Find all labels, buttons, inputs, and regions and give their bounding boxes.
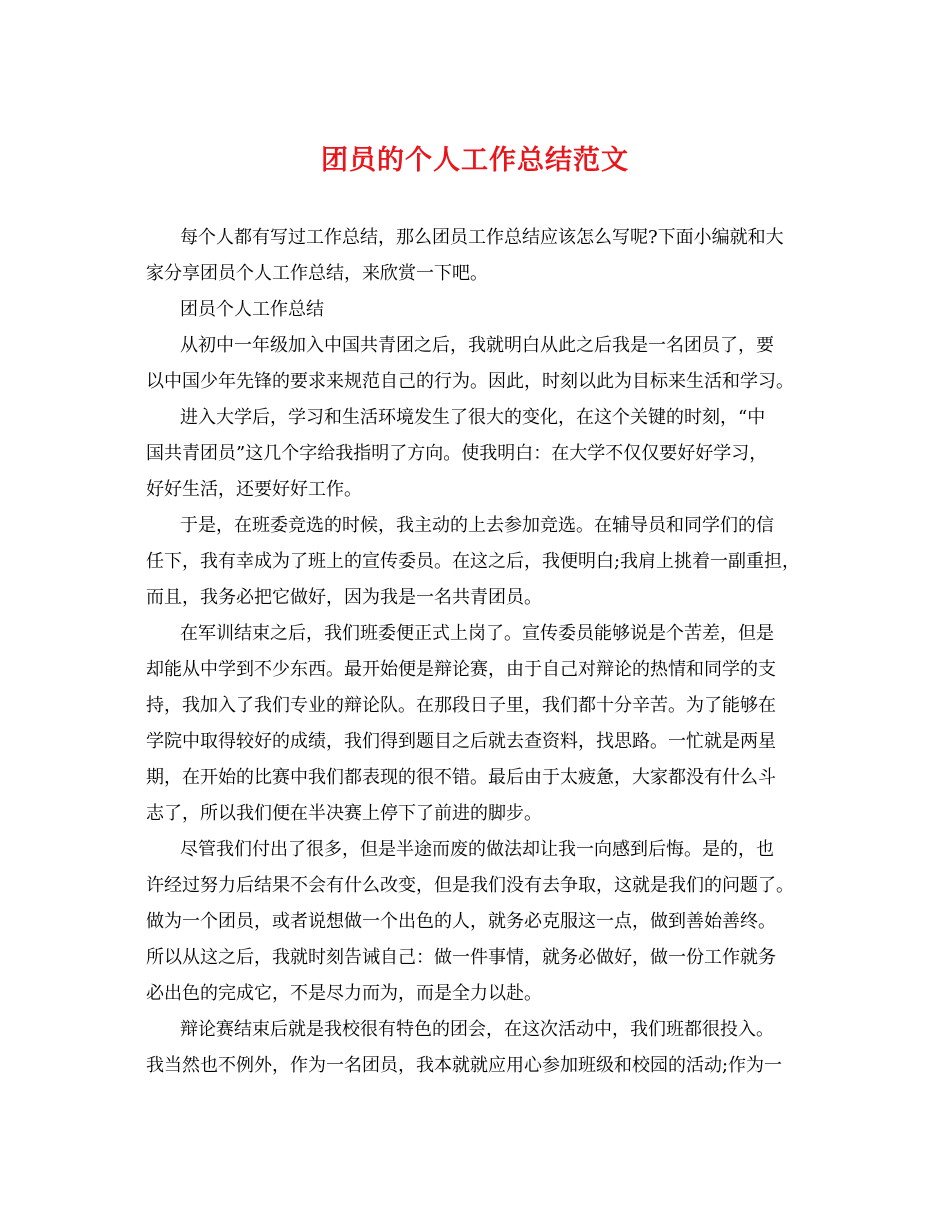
text-line: 尽管我们付出了很多，但是半途而废的做法却让我一向感到后悔。是的，也 (180, 839, 774, 860)
text-line: 好好生活，还要好好工作。 (146, 479, 362, 500)
text-line: 在军训结束之后，我们班委便正式上岗了。宣传委员能够说是个苦差，但是 (180, 623, 774, 644)
text-line: 家分享团员个人工作总结，来欣赏一下吧。 (146, 263, 488, 284)
text-line: 学院中取得较好的成绩，我们得到题目之后就去查资料，找思路。一忙就是两星 (146, 731, 776, 752)
text-line: 以中国少年先锋的要求来规范自己的行为。因此，时刻以此为目标来生活和学习。 (146, 371, 794, 392)
text-line: 我当然也不例外，作为一名团员，我本就就应用心参加班级和校园的活动;作为一 (146, 1055, 783, 1076)
text-line: 所以从这之后，我就时刻告诫自己：做一件事情，就务必做好，做一份工作就务 (146, 947, 776, 968)
text-line: 每个人都有写过工作总结，那么团员工作总结应该怎么写呢?下面小编就和大 (180, 227, 784, 248)
text-line: 而且，我务必把它做好，因为我是一名共青团员。 (146, 587, 542, 608)
text-line: 任下，我有幸成为了班上的宣传委员。在这之后，我便明白;我肩上挑着一副重担， (146, 551, 801, 572)
text-line: 辩论赛结束后就是我校很有特色的团会，在这次活动中，我们班都很投入。 (180, 1019, 774, 1040)
text-line: 志了，所以我们便在半决赛上停下了前进的脚步。 (146, 803, 542, 824)
text-line: 持，我加入了我们专业的辩论队。在那段日子里，我们都十分辛苦。为了能够在 (146, 695, 776, 716)
text-line: 却能从中学到不少东西。最开始便是辩论赛，由于自己对辩论的热情和同学的支 (146, 659, 776, 680)
text-line: 于是，在班委竞选的时候，我主动的上去参加竞选。在辅导员和同学们的信 (180, 515, 774, 536)
text-line: 团员个人工作总结 (180, 299, 324, 320)
text-line: 从初中一年级加入中国共青团之后，我就明白从此之后我是一名团员了，要 (180, 335, 774, 356)
document-title: 团员的个人工作总结范文 (321, 145, 629, 176)
text-line: 进入大学后，学习和生活环境发生了很大的变化，在这个关键的时刻，“中 (180, 407, 766, 428)
text-line: 许经过努力后结果不会有什么改变，但是我们没有去争取，这就是我们的问题了。 (146, 875, 794, 896)
text-line: 必出色的完成它，不是尽力而为，而是全力以赴。 (146, 983, 542, 1004)
document-body (146, 220, 818, 1084)
text-line: 期，在开始的比赛中我们都表现的很不错。最后由于太疲惫，大家都没有什么斗 (146, 767, 776, 788)
text-line: 国共青团员”这几个字给我指明了方向。使我明白：在大学不仅仅要好好学习， (146, 443, 768, 464)
text-line: 做为一个团员，或者说想做一个出色的人，就务必克服这一点，做到善始善终。 (146, 911, 776, 932)
